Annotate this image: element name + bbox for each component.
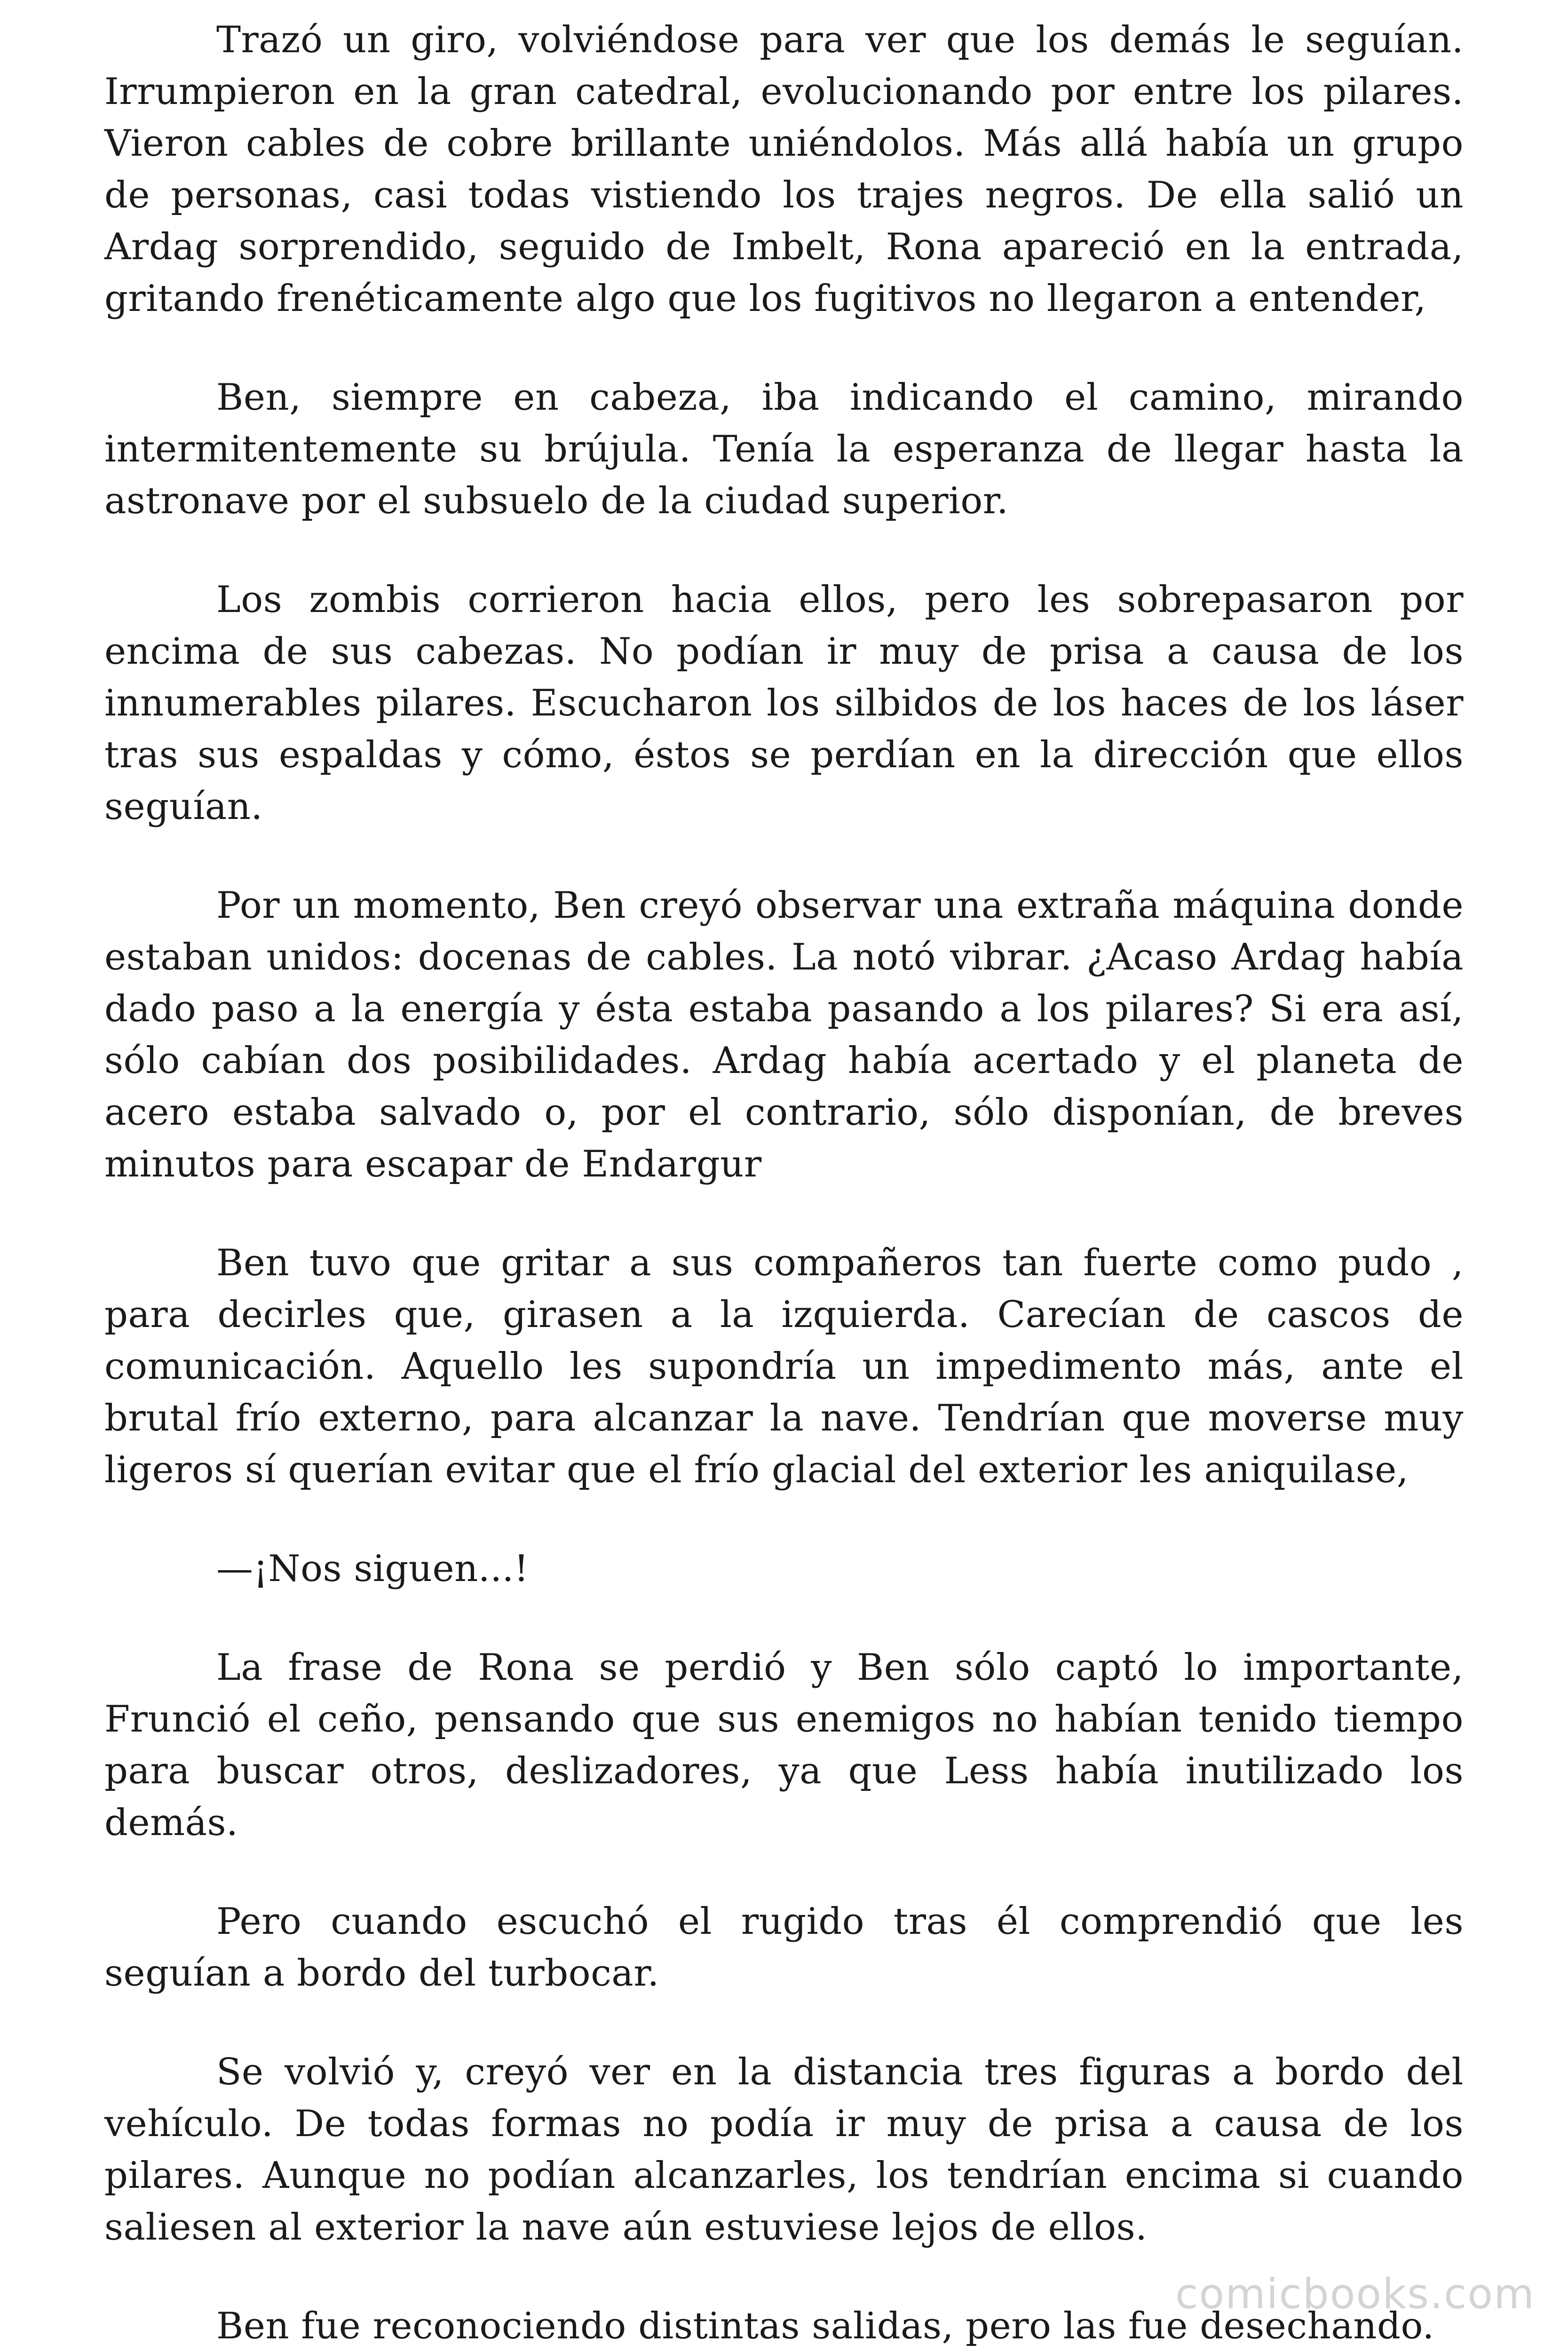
watermark: comicbooks.com [1175,2270,1535,2318]
paragraph-4: Por un momento, Ben creyó observar una extraña máquina donde estaban unidos: docenas de cables. La notó vibrar. ¿Acaso Ardag había dado paso a la energía y ésta estaba pasando a los pilares? Si era así, sólo cabían dos posibilidades. Ardag había acertado y el planeta de acero estaba salvado o, por el contrario, sólo disponían, de breves minutos para escapar de Endargur [104,884,1464,1185]
paragraph-10: Ben fue reconociendo distintas salidas, pero las fue desechando. [216,2305,1434,2347]
paragraph-5: Ben tuvo que gritar a sus compañeros tan fuerte como pudo , para decirles que, girasen a la izquierda. Carecían de cascos de comunicación. Aquello les supondría un impedimento más, ante el brutal frío externo, para alcanzar la nave. Tendrían que moverse muy ligeros sí querían evitar que el frío glacial del exterior les aniquilase, [104,1242,1464,1491]
paragraph-7: La frase de Rona se perdió y Ben sólo captó lo importante, Frunció el ceño, pensando que sus enemigos no habían tenido tiempo para buscar otros, deslizadores, ya que Less había inutilizado los demás. [104,1646,1464,1844]
paragraph-1: Trazó un giro, volviéndose para ver que los demás le seguían. Irrumpieron en la gran catedral, evolucionando por entre los pilares. Vieron cables de cobre brillante uniéndolos. Más allá había un grupo de personas, casi todas vistiendo los trajes negros. De ella salió un Ardag sorprendido, seguido de Imbelt, Rona apareció en la entrada, gritando frenéticamente algo que los fugitivos no llegaron a entender, [104,19,1464,320]
paragraph-8: Pero cuando escuchó el rugido tras él comprendió que les seguían a bordo del turbocar. [104,1900,1464,1994]
paragraph-3: Los zombis corrieron hacia ellos, pero les sobrepasaron por encima de sus cabezas. No podían ir muy de prisa a causa de los innumerables pilares. Escucharon los silbidos de los haces de los láser tras sus espaldas y cómo, éstos se perdían en la dirección que ellos seguían. [104,579,1464,828]
document-page [104,14,1464,2352]
paragraph-9: Se volvió y, creyó ver en la distancia tres figuras a bordo del vehículo. De todas formas no podía ir muy de prisa a causa de los pilares. Aunque no podían alcanzarles, los tendrían encima si cuando saliesen al exterior la nave aún estuviese lejos de ellos. [104,2051,1464,2249]
paragraph-2: Ben, siempre en cabeza, iba indicando el camino, mirando intermitentemente su brújula. Tenía la esperanza de llegar hasta la astronave por el subsuelo de la ciudad superior. [104,376,1464,522]
paragraph-6-dialogue: —¡Nos siguen...! [216,1548,529,1590]
